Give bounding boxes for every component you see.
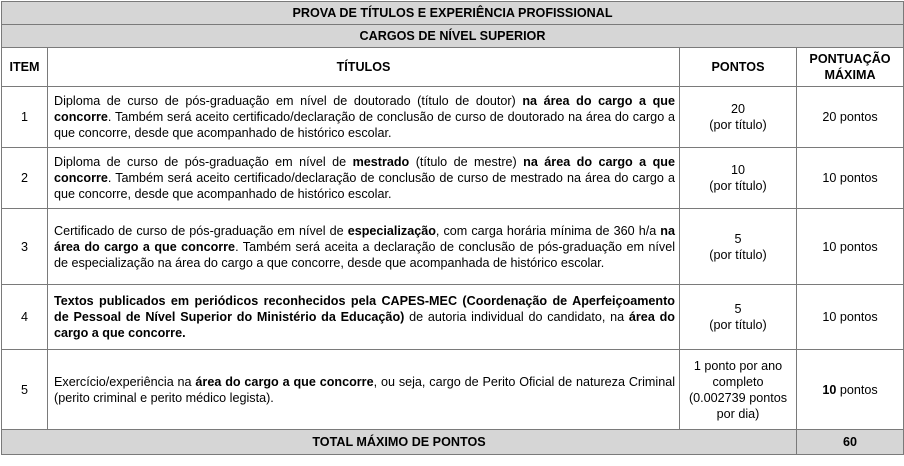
desc-text: , com carga horária mínima de 360 h/a xyxy=(435,223,661,238)
desc-text: Exercício/experiência na xyxy=(54,374,196,389)
title-description xyxy=(48,350,680,430)
points-value: 5 xyxy=(734,231,742,246)
table-row xyxy=(2,148,904,209)
item-number: 3 xyxy=(2,209,48,285)
table-row xyxy=(2,350,904,430)
desc-text: . Também será aceito certificado/declaração de conclusão de curso de doutorado na área do cargo a que concorre, desde que acompanhado de histórico escolar. xyxy=(54,110,675,140)
points-cell xyxy=(680,209,797,285)
desc-text: Diploma de curso de pós-graduação em nível de xyxy=(54,155,353,169)
table-row xyxy=(2,209,904,285)
desc-text: de autoria individual do candidato, na xyxy=(404,310,629,324)
desc-text: Certificado de curso de pós-graduação em nível de xyxy=(54,223,348,238)
title-row xyxy=(2,2,904,25)
points-value: 20 xyxy=(730,102,745,116)
title-description xyxy=(48,148,680,209)
col-pontos-header: PONTOS xyxy=(680,48,797,87)
col-max-header-line2: MÁXIMA xyxy=(824,68,876,82)
points-cell xyxy=(680,350,797,430)
max-points: 10 pontos xyxy=(797,209,904,285)
points-unit: (por título) xyxy=(709,318,767,332)
item-number: 5 xyxy=(2,350,48,430)
desc-bold: área do cargo a que concorre xyxy=(195,374,374,389)
max-points: 10 pontos xyxy=(797,148,904,209)
desc-bold: na área do cargo a que concorre xyxy=(54,223,675,254)
col-titulos-header: TÍTULOS xyxy=(48,48,680,87)
points-value: 10 xyxy=(730,163,745,177)
desc-text: . Também será aceito certificado/declaração de conclusão de curso de mestrado na área do cargo a que concorre, desde que acompanhado de histórico escolar. xyxy=(54,171,675,201)
desc-bold: Textos publicados em periódicos reconhecidos pela CAPES-MEC (Coordenação de Aperfeiçoamento de Pessoal de Nível Superior do Ministério da Educação) xyxy=(54,294,675,324)
item-number: 2 xyxy=(2,148,48,209)
item-number: 4 xyxy=(2,285,48,350)
subtitle-row xyxy=(2,25,904,48)
title-description xyxy=(48,87,680,148)
points-unit: (por título) xyxy=(709,247,767,262)
max-points xyxy=(797,350,904,430)
title-description xyxy=(48,209,680,285)
points-cell xyxy=(680,148,797,209)
max-points: 10 pontos xyxy=(797,285,904,350)
points-value: 5 xyxy=(734,302,742,316)
table-title: PROVA DE TÍTULOS E EXPERIÊNCIA PROFISSIONAL xyxy=(2,2,904,25)
col-item-header: ITEM xyxy=(2,48,48,87)
points-unit: (por título) xyxy=(709,179,767,193)
table-subtitle: CARGOS DE NÍVEL SUPERIOR xyxy=(2,25,904,48)
column-header-row xyxy=(2,48,904,87)
col-max-header xyxy=(797,48,904,87)
desc-bold: na área do cargo a que concorre xyxy=(54,155,675,185)
desc-bold: área do cargo a que concorre. xyxy=(54,310,675,340)
item-number: 1 xyxy=(2,87,48,148)
table-row xyxy=(2,87,904,148)
col-max-header-line1: PONTUAÇÃO xyxy=(809,52,891,66)
points-unit: (0.002739 pontos por dia) xyxy=(688,390,788,421)
points-value: 1 ponto por ano completo xyxy=(693,358,783,389)
desc-bold: na área do cargo a que concorre xyxy=(54,94,675,124)
max-points-unit: pontos xyxy=(836,382,878,397)
desc-text: , ou seja, cargo de Perito Oficial de natureza Criminal (perito criminal e perito médico legista). xyxy=(54,374,676,405)
desc-text: . Também será aceita a declaração de conclusão de pós-graduação em nível de especialização na área do cargo a que concorre, desde que acompanhada de histórico escolar. xyxy=(54,239,676,270)
points-cell xyxy=(680,87,797,148)
titles-table xyxy=(1,1,904,455)
total-label: TOTAL MÁXIMO DE PONTOS xyxy=(2,430,797,455)
total-value: 60 xyxy=(797,430,904,455)
title-description xyxy=(48,285,680,350)
max-points: 20 pontos xyxy=(797,87,904,148)
points-unit: (por título) xyxy=(709,118,767,132)
table-row xyxy=(2,285,904,350)
desc-bold: especialização xyxy=(347,223,436,238)
desc-text: (título de mestre) xyxy=(409,155,524,169)
max-points-value: 10 xyxy=(822,382,837,397)
total-row xyxy=(2,430,904,455)
points-cell xyxy=(680,285,797,350)
desc-bold: mestrado xyxy=(352,155,410,169)
desc-text: Diploma de curso de pós-graduação em nível de doutorado (título de doutor) xyxy=(54,94,523,108)
